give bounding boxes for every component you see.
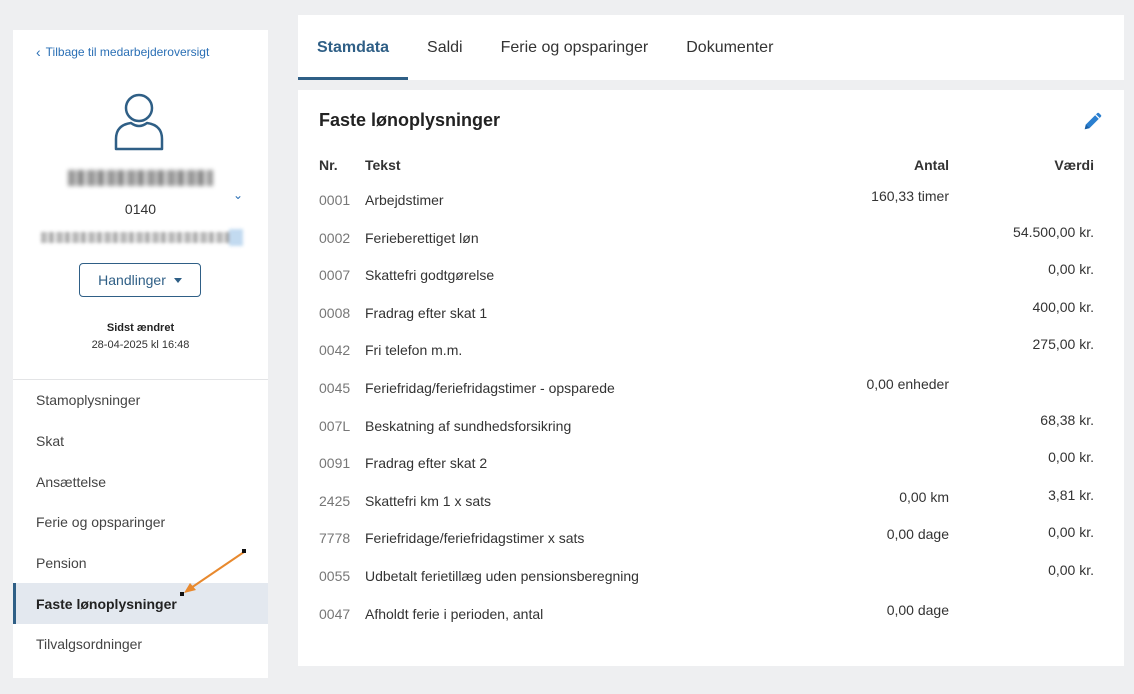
row-text: Beskatning af sundhedsforsikring: [365, 417, 572, 434]
column-header-antal: Antal: [914, 157, 949, 173]
last-changed-label: Sidst ændret: [106, 322, 175, 334]
row-text: Ferieberettiget løn: [365, 229, 479, 246]
row-vaerdi: 68,38 kr.: [1040, 411, 1094, 428]
row-text: Skattefri godtgørelse: [365, 267, 495, 284]
tab-dokumenter[interactable]: Dokumenter: [686, 38, 774, 56]
row-vaerdi: 400,00 kr.: [1032, 298, 1094, 315]
sidebar-item-ferie-og-opsparinger[interactable]: Ferie og opsparinger: [36, 514, 166, 531]
row-antal: 0,00 dage: [886, 526, 949, 543]
back-to-employee-overview-link[interactable]: [36, 45, 209, 59]
employee-sidebar: [13, 30, 268, 678]
row-nr: 0055: [319, 567, 351, 584]
row-text: Feriefridage/feriefridagstimer x sats: [365, 530, 585, 547]
sidebar-item-skat[interactable]: Skat: [36, 433, 65, 450]
table-row: [298, 596, 1124, 634]
row-vaerdi: 0,00 kr.: [1048, 524, 1094, 541]
table-row: [298, 408, 1124, 446]
column-header-vaerdi: Værdi: [1054, 157, 1094, 173]
row-vaerdi: 3,81 kr.: [1048, 486, 1094, 503]
sidebar-item-tilvalgsordninger[interactable]: Tilvalgsordninger: [36, 636, 143, 653]
chevron-left-icon: ‹: [36, 44, 41, 60]
table-row: [298, 558, 1124, 596]
row-antal: 0,00 km: [899, 488, 949, 505]
main-tabs: [298, 15, 1124, 80]
table-row: [298, 332, 1124, 370]
row-text: Afholdt ferie i perioden, antal: [365, 605, 544, 622]
row-nr: 007L: [319, 417, 351, 434]
employee-name-redacted: [68, 170, 213, 186]
table-row: [298, 445, 1124, 483]
row-nr: 0047: [319, 605, 351, 622]
table-row: [298, 295, 1124, 333]
row-text: Feriefridag/feriefridagstimer - opsparede: [365, 379, 615, 396]
row-vaerdi: 0,00 kr.: [1048, 261, 1094, 278]
employee-email-redacted: [41, 232, 239, 243]
user-icon: [113, 91, 165, 151]
row-vaerdi: 0,00 kr.: [1048, 449, 1094, 466]
row-text: Skattefri km 1 x sats: [365, 492, 492, 509]
row-nr: 0008: [319, 304, 351, 321]
row-antal: 0,00 enheder: [866, 375, 949, 392]
row-vaerdi: 275,00 kr.: [1032, 336, 1094, 353]
row-vaerdi: 54.500,00 kr.: [1013, 223, 1094, 240]
row-antal: 0,00 dage: [886, 601, 949, 618]
sidebar-item-stamoplysninger[interactable]: Stamoplysninger: [36, 392, 141, 409]
table-row: [298, 182, 1124, 220]
row-nr: 0045: [319, 379, 351, 396]
table-row: [298, 520, 1124, 558]
table-row: [298, 257, 1124, 295]
table-row: [298, 483, 1124, 521]
column-header-text: Tekst: [365, 157, 401, 173]
sidebar-item-pension[interactable]: Pension: [36, 555, 87, 572]
tab-saldi[interactable]: Saldi: [427, 38, 463, 56]
tab-stamdata[interactable]: Stamdata: [298, 15, 408, 80]
row-text: Fradrag efter skat 1: [365, 304, 488, 321]
row-nr: 0001: [319, 192, 351, 208]
row-nr: 0091: [319, 455, 351, 472]
row-nr: 7778: [319, 530, 351, 547]
pencil-icon[interactable]: [1082, 110, 1104, 132]
chevron-down-icon[interactable]: ⌄: [233, 188, 244, 202]
table-row: [298, 220, 1124, 258]
row-vaerdi: 0,00 kr.: [1048, 561, 1094, 578]
column-header-nr: Nr.: [319, 157, 338, 173]
actions-button-label: Handlinger: [98, 272, 166, 288]
back-link-label: Tilbage til medarbejderoversigt: [45, 45, 210, 59]
actions-dropdown-button[interactable]: [79, 263, 201, 297]
sidebar-item-faste-loenoplysninger[interactable]: Faste lønoplysninger: [13, 583, 268, 624]
row-text: Fri telefon m.m.: [365, 342, 463, 359]
sidebar-item-ansaettelse[interactable]: Ansættelse: [36, 473, 107, 490]
row-nr: 0002: [319, 229, 351, 246]
card-title: Faste lønoplysninger: [319, 110, 501, 130]
caret-down-icon: [174, 278, 182, 283]
sidebar-nav: [13, 379, 268, 665]
row-text: Udbetalt ferietillæg uden pensionsberegning: [365, 567, 639, 584]
row-nr: 2425: [319, 492, 351, 509]
row-nr: 0042: [319, 342, 351, 359]
salary-table-body: [298, 182, 1124, 633]
row-text: Fradrag efter skat 2: [365, 455, 488, 472]
employee-number: 0140: [124, 201, 157, 217]
row-text: Arbejdstimer: [365, 192, 444, 208]
fixed-salary-card: [298, 90, 1124, 666]
tab-ferie-og-opsparinger[interactable]: Ferie og opsparinger: [500, 38, 649, 56]
row-nr: 0007: [319, 267, 351, 284]
last-changed-value: 28-04-2025 kl 16:48: [91, 339, 190, 351]
table-row: [298, 370, 1124, 408]
row-antal: 160,33 timer: [871, 188, 949, 204]
